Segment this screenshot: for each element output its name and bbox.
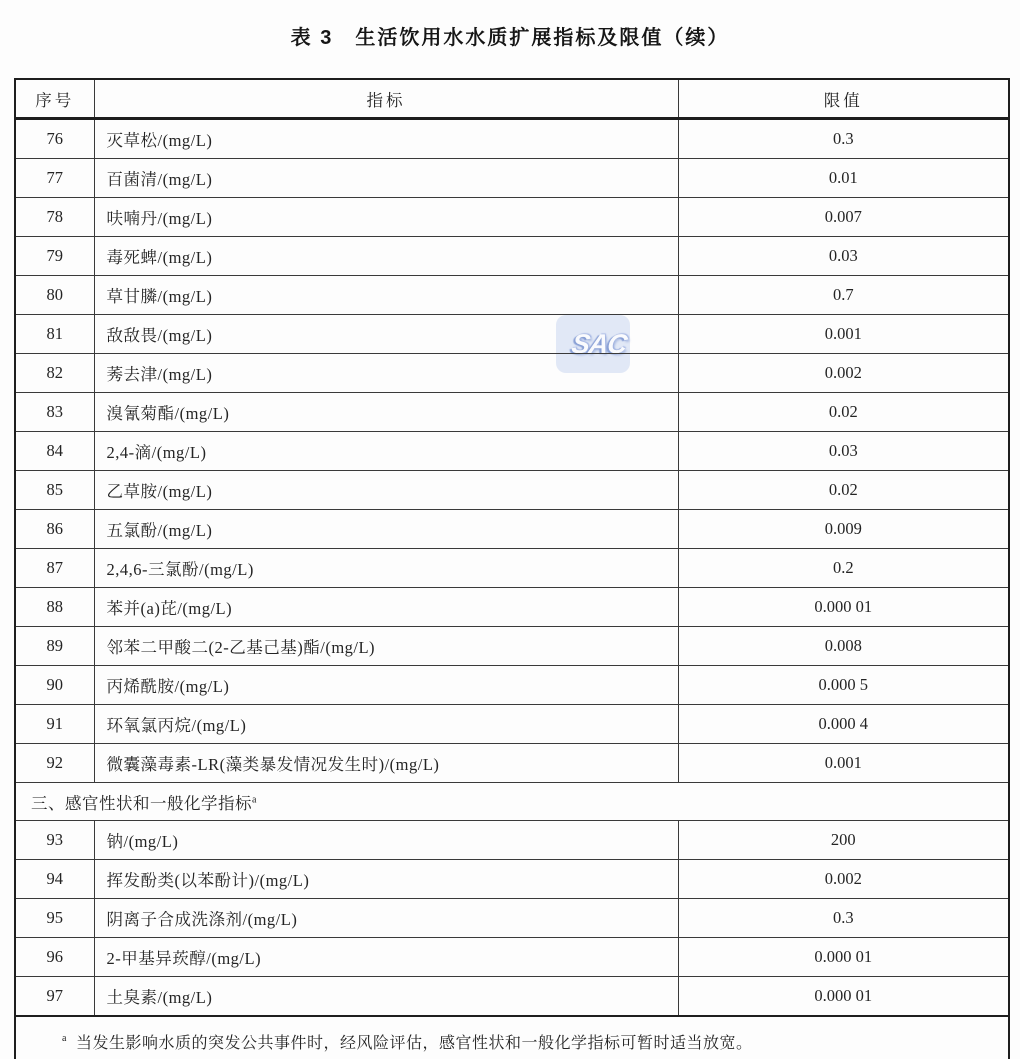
row-indicator: 毒死蜱/(mg/L): [94, 237, 678, 276]
row-limit: 0.008: [678, 627, 1009, 666]
row-number: 77: [15, 159, 94, 198]
row-indicator: 环氧氯丙烷/(mg/L): [94, 705, 678, 744]
row-number: 91: [15, 705, 94, 744]
table-row: [15, 237, 1009, 276]
table-row: [15, 315, 1009, 354]
row-limit: 0.000 4: [678, 705, 1009, 744]
row-number: 83: [15, 393, 94, 432]
row-limit: 0.03: [678, 432, 1009, 471]
row-limit: 0.000 01: [678, 938, 1009, 977]
footnote-text: 当发生影响水质的突发公共事件时，经风险评估，感官性状和一般化学指标可暂时适当放宽。: [75, 1034, 753, 1052]
table-row: [15, 821, 1009, 860]
row-indicator: 草甘膦/(mg/L): [94, 276, 678, 315]
table-footnote: [15, 1016, 1009, 1059]
table-row: [15, 119, 1009, 159]
row-limit: 0.002: [678, 354, 1009, 393]
row-indicator: 敌敌畏/(mg/L): [94, 315, 678, 354]
row-number: 78: [15, 198, 94, 237]
row-number: 92: [15, 744, 94, 783]
column-header-indicator: 指标: [94, 79, 678, 119]
table-row: [15, 198, 1009, 237]
row-indicator: 苯并(a)芘/(mg/L): [94, 588, 678, 627]
row-indicator: 钠/(mg/L): [94, 821, 678, 860]
row-indicator: 2-甲基异莰醇/(mg/L): [94, 938, 678, 977]
row-indicator: 莠去津/(mg/L): [94, 354, 678, 393]
row-number: 96: [15, 938, 94, 977]
row-indicator: 丙烯酰胺/(mg/L): [94, 666, 678, 705]
row-limit: 0.2: [678, 549, 1009, 588]
row-limit: 0.000 01: [678, 588, 1009, 627]
row-limit: 0.02: [678, 471, 1009, 510]
row-indicator: 灭草松/(mg/L): [94, 119, 678, 159]
row-limit: 0.3: [678, 899, 1009, 938]
row-number: 86: [15, 510, 94, 549]
footnote-marker: a: [62, 1033, 67, 1045]
row-number: 97: [15, 977, 94, 1017]
row-number: 79: [15, 237, 94, 276]
row-number: 90: [15, 666, 94, 705]
row-number: 89: [15, 627, 94, 666]
row-limit: 200: [678, 821, 1009, 860]
table-row: [15, 627, 1009, 666]
table-row: [15, 938, 1009, 977]
table-row: [15, 549, 1009, 588]
row-number: 94: [15, 860, 94, 899]
row-number: 93: [15, 821, 94, 860]
table-row: [15, 276, 1009, 315]
row-indicator: 乙草胺/(mg/L): [94, 471, 678, 510]
row-indicator: 五氯酚/(mg/L): [94, 510, 678, 549]
section-footnote-marker: a: [252, 794, 257, 805]
page-title: 表 3 生活饮用水水质扩展指标及限值（续）: [290, 27, 730, 49]
column-header-limit: 限值: [678, 79, 1009, 119]
row-number: 82: [15, 354, 94, 393]
table-row: [15, 159, 1009, 198]
row-number: 80: [15, 276, 94, 315]
row-indicator: 微囊藻毒素-LR(藻类暴发情况发生时)/(mg/L): [94, 744, 678, 783]
row-indicator: 呋喃丹/(mg/L): [94, 198, 678, 237]
row-limit: 0.001: [678, 744, 1009, 783]
row-number: 81: [15, 315, 94, 354]
section-title-text: 三、感官性状和一般化学指标: [31, 793, 252, 813]
row-indicator: 挥发酚类(以苯酚计)/(mg/L): [94, 860, 678, 899]
water-quality-extended-indicators-table: [14, 78, 1010, 1059]
row-limit: 0.3: [678, 119, 1009, 159]
table-row: [15, 705, 1009, 744]
row-indicator: 2,4,6-三氯酚/(mg/L): [94, 549, 678, 588]
table-header-row: [15, 79, 1009, 119]
row-indicator: 邻苯二甲酸二(2-乙基己基)酯/(mg/L): [94, 627, 678, 666]
row-number: 95: [15, 899, 94, 938]
table-row: [15, 393, 1009, 432]
row-limit: 0.02: [678, 393, 1009, 432]
sac-watermark-text: SAC: [569, 328, 629, 359]
table-row: [15, 977, 1009, 1017]
row-indicator: 溴氰菊酯/(mg/L): [94, 393, 678, 432]
table-row: [15, 588, 1009, 627]
row-number: 88: [15, 588, 94, 627]
table-row: [15, 471, 1009, 510]
table-row: [15, 432, 1009, 471]
row-number: 85: [15, 471, 94, 510]
table-row: [15, 744, 1009, 783]
row-limit: 0.000 01: [678, 977, 1009, 1017]
row-limit: 0.007: [678, 198, 1009, 237]
row-limit: 0.7: [678, 276, 1009, 315]
table-row: [15, 354, 1009, 393]
row-limit: 0.009: [678, 510, 1009, 549]
row-indicator: 土臭素/(mg/L): [94, 977, 678, 1017]
row-indicator: 百菌清/(mg/L): [94, 159, 678, 198]
row-limit: 0.01: [678, 159, 1009, 198]
row-limit: 0.000 5: [678, 666, 1009, 705]
table-row: [15, 860, 1009, 899]
row-number: 84: [15, 432, 94, 471]
table-row: [15, 666, 1009, 705]
table-footnote-row: [15, 1016, 1009, 1059]
row-number: 76: [15, 119, 94, 159]
row-limit: 0.03: [678, 237, 1009, 276]
row-indicator: 2,4-滴/(mg/L): [94, 432, 678, 471]
section-header-label: [15, 783, 1009, 821]
row-number: 87: [15, 549, 94, 588]
section-header-row: [15, 783, 1009, 821]
row-indicator: 阴离子合成洗涤剂/(mg/L): [94, 899, 678, 938]
row-limit: 0.002: [678, 860, 1009, 899]
row-limit: 0.001: [678, 315, 1009, 354]
table-row: [15, 899, 1009, 938]
table-row: [15, 510, 1009, 549]
column-header-no: 序号: [15, 79, 94, 119]
